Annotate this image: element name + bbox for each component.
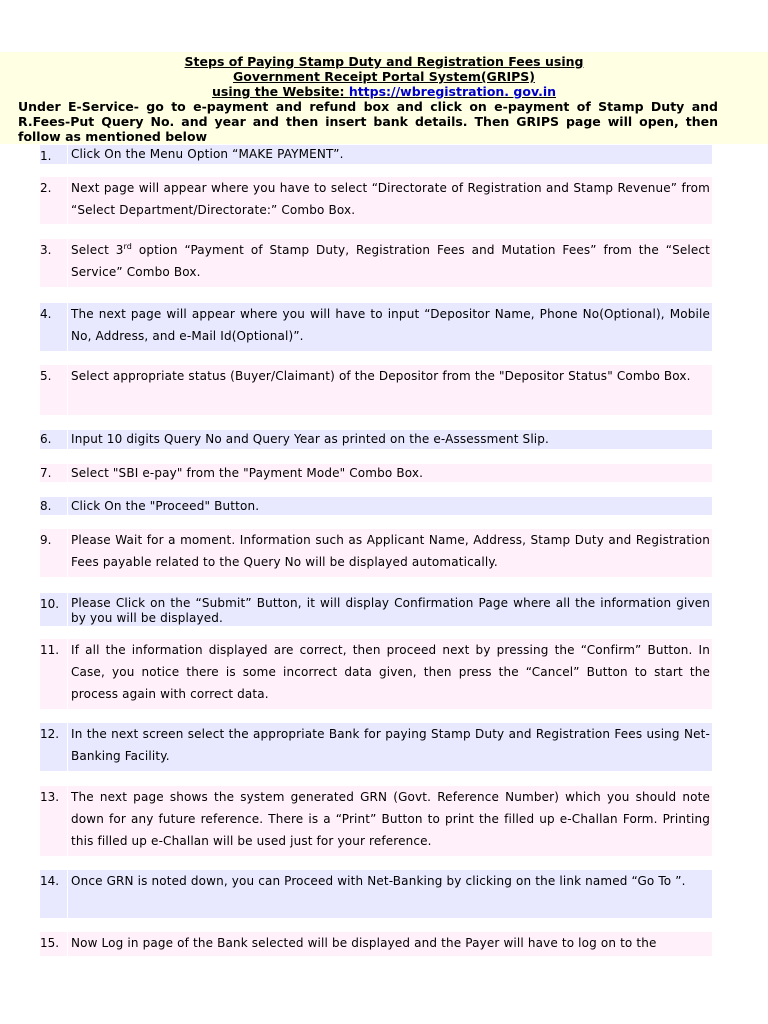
step-text: Please Wait for a moment. Information such as Applicant Name, Address, Stamp Duty and Registration Fees payable related to the Query No will be displayed automatically. [71,533,710,569]
step-text: In the next screen select the appropriate Bank for paying Stamp Duty and Registration Fees using Net-Banking Facility. [71,727,710,763]
step-number: 10. [40,597,60,611]
step-number: 14. [40,874,60,888]
step-text: The next page shows the system generated GRN (Govt. Reference Number) which you should note down for any future reference. There is a “Print” Button to print the filled up e-Challan Form. Printing this filled up e-Challan will be used just for your reference. [71,790,710,848]
step-6 [40,430,712,449]
step-text: Input 10 digits Query No and Query Year as printed on the e-Assessment Slip. [71,432,550,446]
step-number: 15. [40,936,60,950]
step-13 [40,786,712,856]
step-text: Select "SBI e-pay" from the "Payment Mode" Combo Box. [71,466,424,480]
doc-title-line-3 [0,84,768,99]
step-number: 8. [40,499,52,513]
step-text: Now Log in page of the Bank selected will be displayed and the Payer will have to log on to the [71,936,657,950]
step-11 [40,639,712,709]
step-number: 7. [40,466,52,480]
step-number: 13. [40,790,60,804]
step-number: 4. [40,307,52,321]
step-15 [40,932,712,956]
step-10 [40,593,712,626]
step-3 [40,239,712,287]
step-number: 9. [40,533,52,547]
step-number: 11. [40,643,60,657]
doc-title-line-1: Steps of Paying Stamp Duty and Registration Fees using [184,54,584,69]
step-text: If all the information displayed are correct, then proceed next by pressing the “Confirm” Button. In Case, you notice there is some incorrect data given, then press the “Cancel” Button to start the process again with correct data. [71,643,710,701]
step-1 [40,145,712,164]
step-2 [40,177,712,224]
title-prefix: using the Website: [211,84,349,99]
step-12 [40,723,712,771]
step-text: Click On the Menu Option “MAKE PAYMENT”. [71,147,344,161]
step-8 [40,497,712,515]
website-link[interactable]: https://wbregistration. gov.in [348,84,557,99]
intro-paragraph: Under E-Service- go to e-payment and refund box and click on e-payment of Stamp Duty and R.Fees-Put Query No. and year and then insert bank details. Then GRIPS page will open, then follow as mentioned below [18,99,718,144]
step-text: Please Click on the “Submit” Button, it will display Confirmation Page where all the information given by you will be displayed. [71,596,710,625]
step-text: Select 3rd option “Payment of Stamp Duty, Registration Fees and Mutation Fees” from the “Select Service” Combo Box. [71,242,710,279]
step-text: Select appropriate status (Buyer/Claimant) of the Depositor from the "Depositor Status" Combo Box. [71,369,691,383]
step-text: Click On the "Proceed" Button. [71,499,260,513]
doc-title-line-2: Government Receipt Portal System(GRIPS) [233,69,535,84]
step-number: 5. [40,369,52,383]
step-number: 1. [40,149,52,163]
step-4 [40,303,712,351]
step-number: 3. [40,243,52,257]
step-7 [40,464,712,482]
step-number: 6. [40,432,52,446]
step-number: 12. [40,727,60,741]
step-number: 2. [40,181,52,195]
step-14 [40,870,712,918]
step-text: Once GRN is noted down, you can Proceed with Net-Banking by clicking on the link named “Go To ”. [71,874,686,888]
step-5 [40,365,712,415]
step-9 [40,529,712,577]
step-text: Next page will appear where you have to select “Directorate of Registration and Stamp Revenue” from “Select Department/Directorate:” Combo Box. [71,181,710,217]
step-text: The next page will appear where you will have to input “Depositor Name, Phone No(Optional), Mobile No, Address, and e-Mail Id(Optional)”. [71,307,710,343]
